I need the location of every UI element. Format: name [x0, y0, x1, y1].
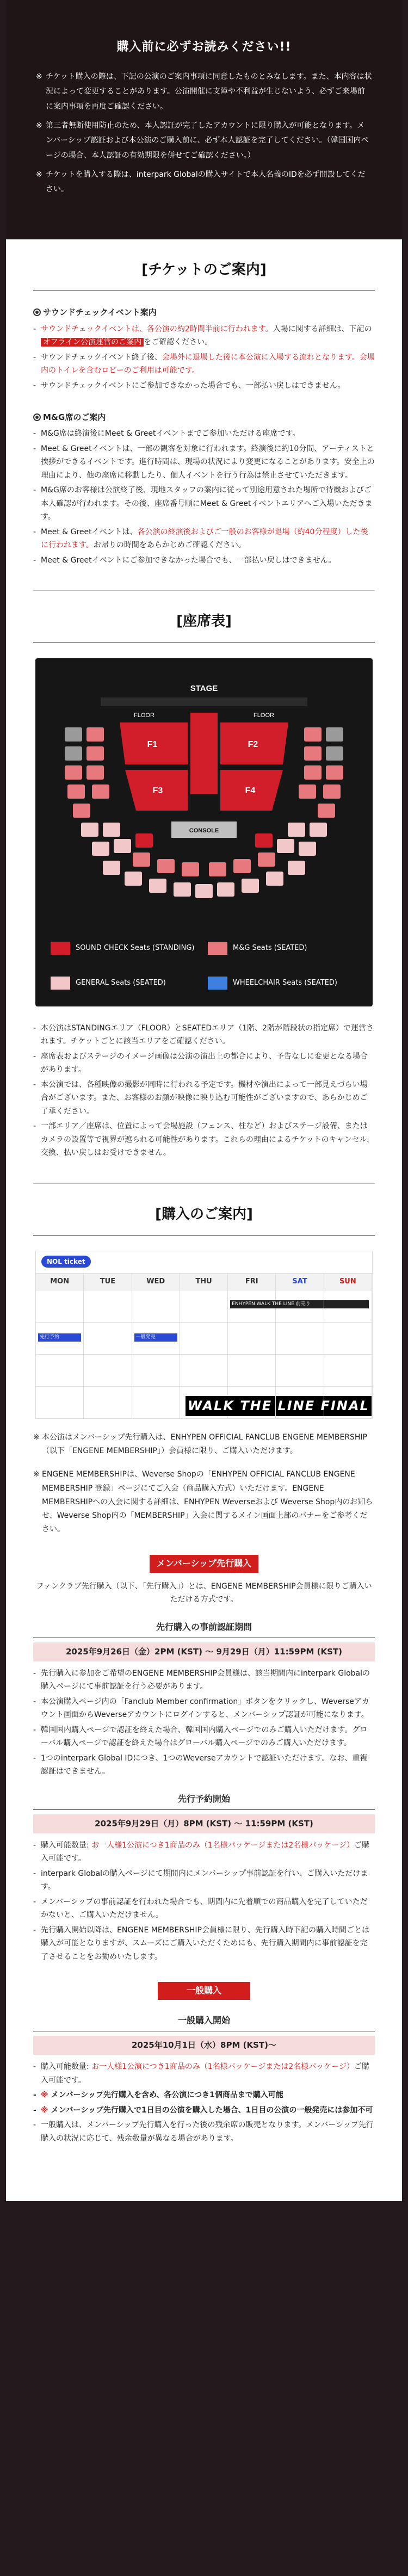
list-item: - 本公演では、各種映像の撮影が同時に行われる予定です。機材や演出によって一部見えづらい場合がございます。また、お客様のお顔が映像に映り込む可能性がございますので、あらかじめご了承ください。 — [33, 1078, 375, 1119]
calendar-event[interactable]: 先行予約 — [38, 1333, 81, 1342]
seat-block[interactable] — [310, 823, 327, 837]
notice-list — [36, 70, 372, 197]
list-item: - M&G席のお客様は公演終了後、現地スタッフの案内に従って別途用意された場所で待機およびご本人確認が行われます。その後、座席番号順にMeet & Greetイベントエリアへご入場いただきます。 — [33, 484, 375, 524]
seat-block[interactable] — [209, 862, 226, 876]
soundcheck-list — [33, 323, 375, 393]
seat-block[interactable] — [304, 765, 322, 780]
list-item: - 購入可能数量: お一人様1公演につき1商品のみ（1名様パッケージまたは2名様パッケージ）ご購入可能です。 — [33, 2060, 375, 2087]
list-item: - 韓国国内購入ページで認証を終えた場合、韓国国内購入ページでのみご購入いただけます。グローバル購入ページで認証を終えた場合はグローバル購入ページでのみご購入いただけます。 — [33, 1723, 375, 1750]
seat-block[interactable] — [174, 882, 191, 897]
seat-block[interactable] — [233, 859, 251, 873]
seat-map — [35, 658, 373, 1006]
list-item: - 本公演はSTANDINGエリア（FLOOR）とSEATEDエリア（1階、2階が階段状の指定席）で運営されます。チケットごとに該当エリアをご確認ください。 — [33, 1022, 375, 1048]
seat-block[interactable] — [242, 879, 259, 893]
notice-panel — [6, 0, 402, 239]
seat-block[interactable] — [217, 882, 234, 897]
presale-period: 2025年9月29日（月）8PM (KST) 〜 11:59PM (KST) — [33, 1814, 375, 1833]
seat-block[interactable] — [318, 804, 335, 818]
general-badge: 一般購入 — [158, 1982, 250, 2000]
seat-block[interactable] — [323, 784, 341, 799]
weekday: MON — [36, 1274, 84, 1290]
reg-period: 2025年9月26日（金）2PM (KST) 〜 9月29日（月）11:59PM (KST) — [33, 1642, 375, 1661]
list-item: - Meet & Greetイベントにご参加できなかった場合でも、一部払い戻しはできません。 — [33, 554, 375, 567]
seat-block[interactable] — [65, 765, 82, 780]
general-title: 一般購入開始 — [33, 2014, 375, 2031]
content-paper — [6, 239, 402, 2201]
note: ※ 本公演はメンバーシップ先行購入は、ENHYPEN OFFICIAL FANCLUB ENGENE MEMBERSHIP（以下「ENGENE MEMBERSHIP」）会員様に限り、ご購入いただけます。 — [33, 1431, 375, 1458]
seat-block[interactable] — [255, 833, 273, 848]
purchase-guide-section — [6, 1184, 402, 2169]
weekday: TUE — [84, 1274, 132, 1290]
reg-title: 先行購入の事前認証期間 — [33, 1621, 375, 1638]
zone-label: F1 — [147, 739, 158, 749]
soundcheck-heading: サウンドチェックイベント案内 — [33, 306, 375, 319]
seat-block[interactable] — [266, 872, 283, 886]
stage — [101, 697, 307, 706]
legend-swatch — [208, 942, 227, 955]
seat-block[interactable] — [304, 727, 322, 742]
seatmap-notes — [33, 1022, 375, 1160]
seat-block[interactable] — [288, 823, 305, 837]
ticket-info-section — [6, 239, 402, 590]
mg-list — [33, 427, 375, 567]
tour-title: WALK THE LINE FINAL — [186, 1396, 372, 1416]
floor-right-label: FLOOR — [254, 712, 274, 719]
legend-item: WHEELCHAIR Seats (SEATED) — [208, 971, 357, 996]
calendar-notes — [33, 1431, 375, 1536]
seat-block[interactable] — [299, 784, 316, 799]
list-item: - サウンドチェックイベントは、各公演の約2時間半前に行われます。入場に関する詳細は、下記のオフライン公演運営のご案内 をご確認ください。 — [33, 323, 375, 349]
notice-title: 購入前に必ずお読みください!! — [116, 40, 292, 54]
list-item: - 一部エリア／座席は、位置によって会場施設（フェンス、柱など）およびステージ設備、またはカメラの設置等で視界が遮られる可能性があります。これらの理由によるチケットのキャンセル、交換、払い戻しはお受けできません。 — [33, 1120, 375, 1160]
legend-swatch — [51, 942, 70, 955]
seat-map-graphic — [35, 658, 373, 925]
brand-logo: NOL ticket — [41, 1256, 91, 1268]
general-list — [33, 2060, 375, 2145]
notice-item: ※ チケットを購入する際は、interpark Globalの購入サイトで本人名義のIDを必ず開設してください。 — [36, 168, 372, 197]
weekday: SAT — [276, 1274, 324, 1290]
list-item: - 座席表およびステージのイメージ画像は公演の演出上の都合により、予告なしに変更となる場合があります。 — [33, 1050, 375, 1077]
seat-block[interactable] — [125, 872, 142, 886]
seat-block[interactable] — [299, 842, 316, 856]
list-item: - ※ メンバーシップ先行購入を含め、各公演につき1個商品まで購入可能 — [33, 2089, 375, 2102]
list-item: - interpark Globalの購入ページにて期間内にメンバーシップ事前認証を行い、ご購入いただけます。 — [33, 1867, 375, 1894]
seat-block[interactable] — [304, 746, 322, 761]
weekday: WED — [132, 1274, 180, 1290]
seat-block[interactable] — [67, 784, 85, 799]
notice-item: ※ 第三者無断使用防止のため、本人認証が完了したアカウントに限り購入が可能となります。メンバーシップ認証および本公演のご購入前に、必ず本人認証を完了してください。（韓国国内ページの場合、本人認証の有効期限を併せてご確認ください。） — [36, 119, 372, 163]
seat-block[interactable] — [326, 765, 343, 780]
seat-block[interactable] — [149, 879, 166, 893]
list-item: - ※ メンバーシップ先行購入で1日目の公演を購入した場合、1日目の公演の一般発売には参加不可 — [33, 2104, 375, 2117]
seat-block[interactable] — [86, 727, 104, 742]
seat-block[interactable] — [103, 861, 120, 875]
calendar-event[interactable]: 一般発売 — [134, 1333, 177, 1342]
zone-label: F2 — [248, 739, 258, 749]
seat-block[interactable] — [288, 861, 305, 875]
list-item: - サウンドチェックイベント終了後、会場外に退場した後に本公演に入場する流れとなります。会場内のトイレを含むロビーのご利用は可能です。 — [33, 351, 375, 378]
runway — [190, 713, 218, 794]
mg-heading: M&G席のご案内 — [33, 411, 375, 424]
presale-title: 先行予約開始 — [33, 1793, 375, 1810]
zone-label: F4 — [245, 786, 256, 795]
bullet-circle-icon — [33, 308, 41, 316]
seat-block[interactable] — [81, 823, 98, 837]
seat-block[interactable] — [133, 853, 150, 867]
seat-block[interactable] — [103, 823, 120, 837]
seat-block[interactable] — [86, 746, 104, 761]
seat-block[interactable] — [114, 839, 131, 853]
calendar-event[interactable]: ENHYPEN WALK THE LINE 前売り — [230, 1300, 369, 1308]
stage-label: STAGE — [190, 683, 218, 693]
list-item: - Meet & Greetイベントは、一部の観客を対象に行われます。終演後に約10分間、アーティストと挨拶ができるイベントです。進行時間は、現場の状況により変更になることがあります。安全上の理由により、他の座席に移動したり、個人イベントを行う行為は禁止させていただきます。 — [33, 442, 375, 483]
seat-block[interactable] — [157, 859, 175, 873]
membership-intro: ファンクラブ先行購入（以下、「先行購入」）とは、ENGENE MEMBERSHIP会員様に限りご購入いただける方式です。 — [36, 1582, 372, 1604]
list-item: - 先行購入に参加をご希望のENGENE MEMBERSHIP会員様は、該当期間内にinterpark Globalの購入ページにて事前認証を行う必要があります。 — [33, 1667, 375, 1694]
legend-item: GENERAL Seats (SEATED) — [51, 971, 200, 996]
seat-block[interactable] — [258, 853, 275, 867]
floor-left-label: FLOOR — [134, 712, 154, 719]
weekday: FRI — [228, 1274, 276, 1290]
seat-block[interactable] — [92, 784, 109, 799]
schedule-calendar — [35, 1251, 373, 1419]
legend-swatch — [51, 977, 70, 990]
list-item: - Meet & Greetイベントは、各公演の終演後およびご一般のお客様が退場（約40分程度）した後に行われます。お帰りの時間をあらかじめご確認ください。 — [33, 526, 375, 552]
notice-item: ※ チケット購入の際は、下記の公演のご案内事項に同意したものとみなします。また、本内容は状況によって変更することがあります。公演開催に支障や不利益が生じないよう、必ずご来場前に案内事項を再度ご確認ください。 — [36, 70, 372, 114]
seat-block[interactable] — [73, 804, 90, 818]
seat-legend — [35, 925, 373, 1006]
console-label: CONSOLE — [189, 827, 219, 834]
weekday: THU — [180, 1274, 228, 1290]
calendar-grid — [36, 1290, 372, 1418]
list-item: - M&G席は終演後にMeet & Greetイベントまでご参加いただける座席です。 — [33, 427, 375, 441]
note: ※ ENGENE MEMBERSHIPは、Weverse Shopの「ENHYPEN OFFICIAL FANCLUB ENGENE MEMBERSHIP 登録」ページにてご入会（商品購入方式）いただけます。ENGENE MEMBERSHIPへの入会に関する詳細は、ENHYPEN Weverseおよび Weverse Shop内のお知らせ、Weverse Shop内の「MEMBERSHIP」入会に関するメイン画面上部のバナーをご参考ください。 — [33, 1468, 375, 1536]
seat-block[interactable] — [65, 727, 82, 742]
list-item: - 本公演購入ページ内の「Fanclub Member confirmation」ボタンをクリックし、Weverseアカウント画面からWeverseアカウントにログインすると、メンバーシップ認証が可能になります。 — [33, 1695, 375, 1722]
seat-block[interactable] — [86, 765, 104, 780]
list-item: - サウンドチェックイベントにご参加できなかった場合でも、一部払い戻しはできません。 — [33, 379, 375, 393]
legend-item: M&G Seats (SEATED) — [208, 936, 357, 961]
membership-badge: メンバーシップ先行購入 — [150, 1555, 258, 1573]
list-item: - 一般購入は、メンバーシップ先行購入を行った後の残余席の販売となります。メンバーシップ先行購入の状況に応じて、残余数量が異なる場合があります。 — [33, 2118, 375, 2145]
seat-block[interactable] — [135, 833, 153, 848]
seat-block[interactable] — [326, 746, 343, 761]
bullet-circle-icon — [33, 413, 41, 421]
seat-block[interactable] — [182, 862, 199, 876]
section-title: [チケットのご案内] — [33, 259, 375, 291]
seat-block[interactable] — [195, 884, 213, 898]
presale-list — [33, 1839, 375, 1964]
legend-swatch — [208, 977, 227, 990]
section-title: [座席表] — [33, 610, 375, 643]
calendar-header — [36, 1273, 372, 1290]
zone-label: F3 — [152, 786, 163, 795]
list-item: - メンバーシップの事前認証を行われた場合でも、期間内に先着順での商品購入を完了していただかないと、ご購入いただけません。 — [33, 1895, 375, 1922]
seat-block[interactable] — [277, 839, 294, 853]
seat-block[interactable] — [326, 727, 343, 742]
section-title: [購入のご案内] — [33, 1203, 375, 1236]
list-item: - 先行購入開始以降は、ENGENE MEMBERSHIP会員様に限り、先行購入時下記の購入時間ごとは購入が可能となりますが、スムーズにご購入いただくためにも、先行購入期間内に事前認証を完了させることをお勧めいたします。 — [33, 1924, 375, 1964]
seat-block[interactable] — [92, 842, 109, 856]
general-period: 2025年10月1日（水）8PM (KST)〜 — [33, 2036, 375, 2055]
seat-block[interactable] — [65, 746, 82, 761]
legend-item: SOUND CHECK Seats (STANDING) — [51, 936, 200, 961]
reg-list — [33, 1667, 375, 1778]
offline-guide-link[interactable]: オフライン公演運営のご案内 — [41, 338, 144, 347]
weekday: SUN — [324, 1274, 372, 1290]
seatmap-section — [6, 591, 402, 1183]
list-item: - 購入可能数量: お一人様1公演につき1商品のみ（1名様パッケージまたは2名様パッケージ）ご購入可能です。 — [33, 1839, 375, 1865]
list-item: - 1つのinterpark Global IDにつき、1つのWeverseアカウントで認証いただけます。なお、重複認証はできません。 — [33, 1752, 375, 1778]
